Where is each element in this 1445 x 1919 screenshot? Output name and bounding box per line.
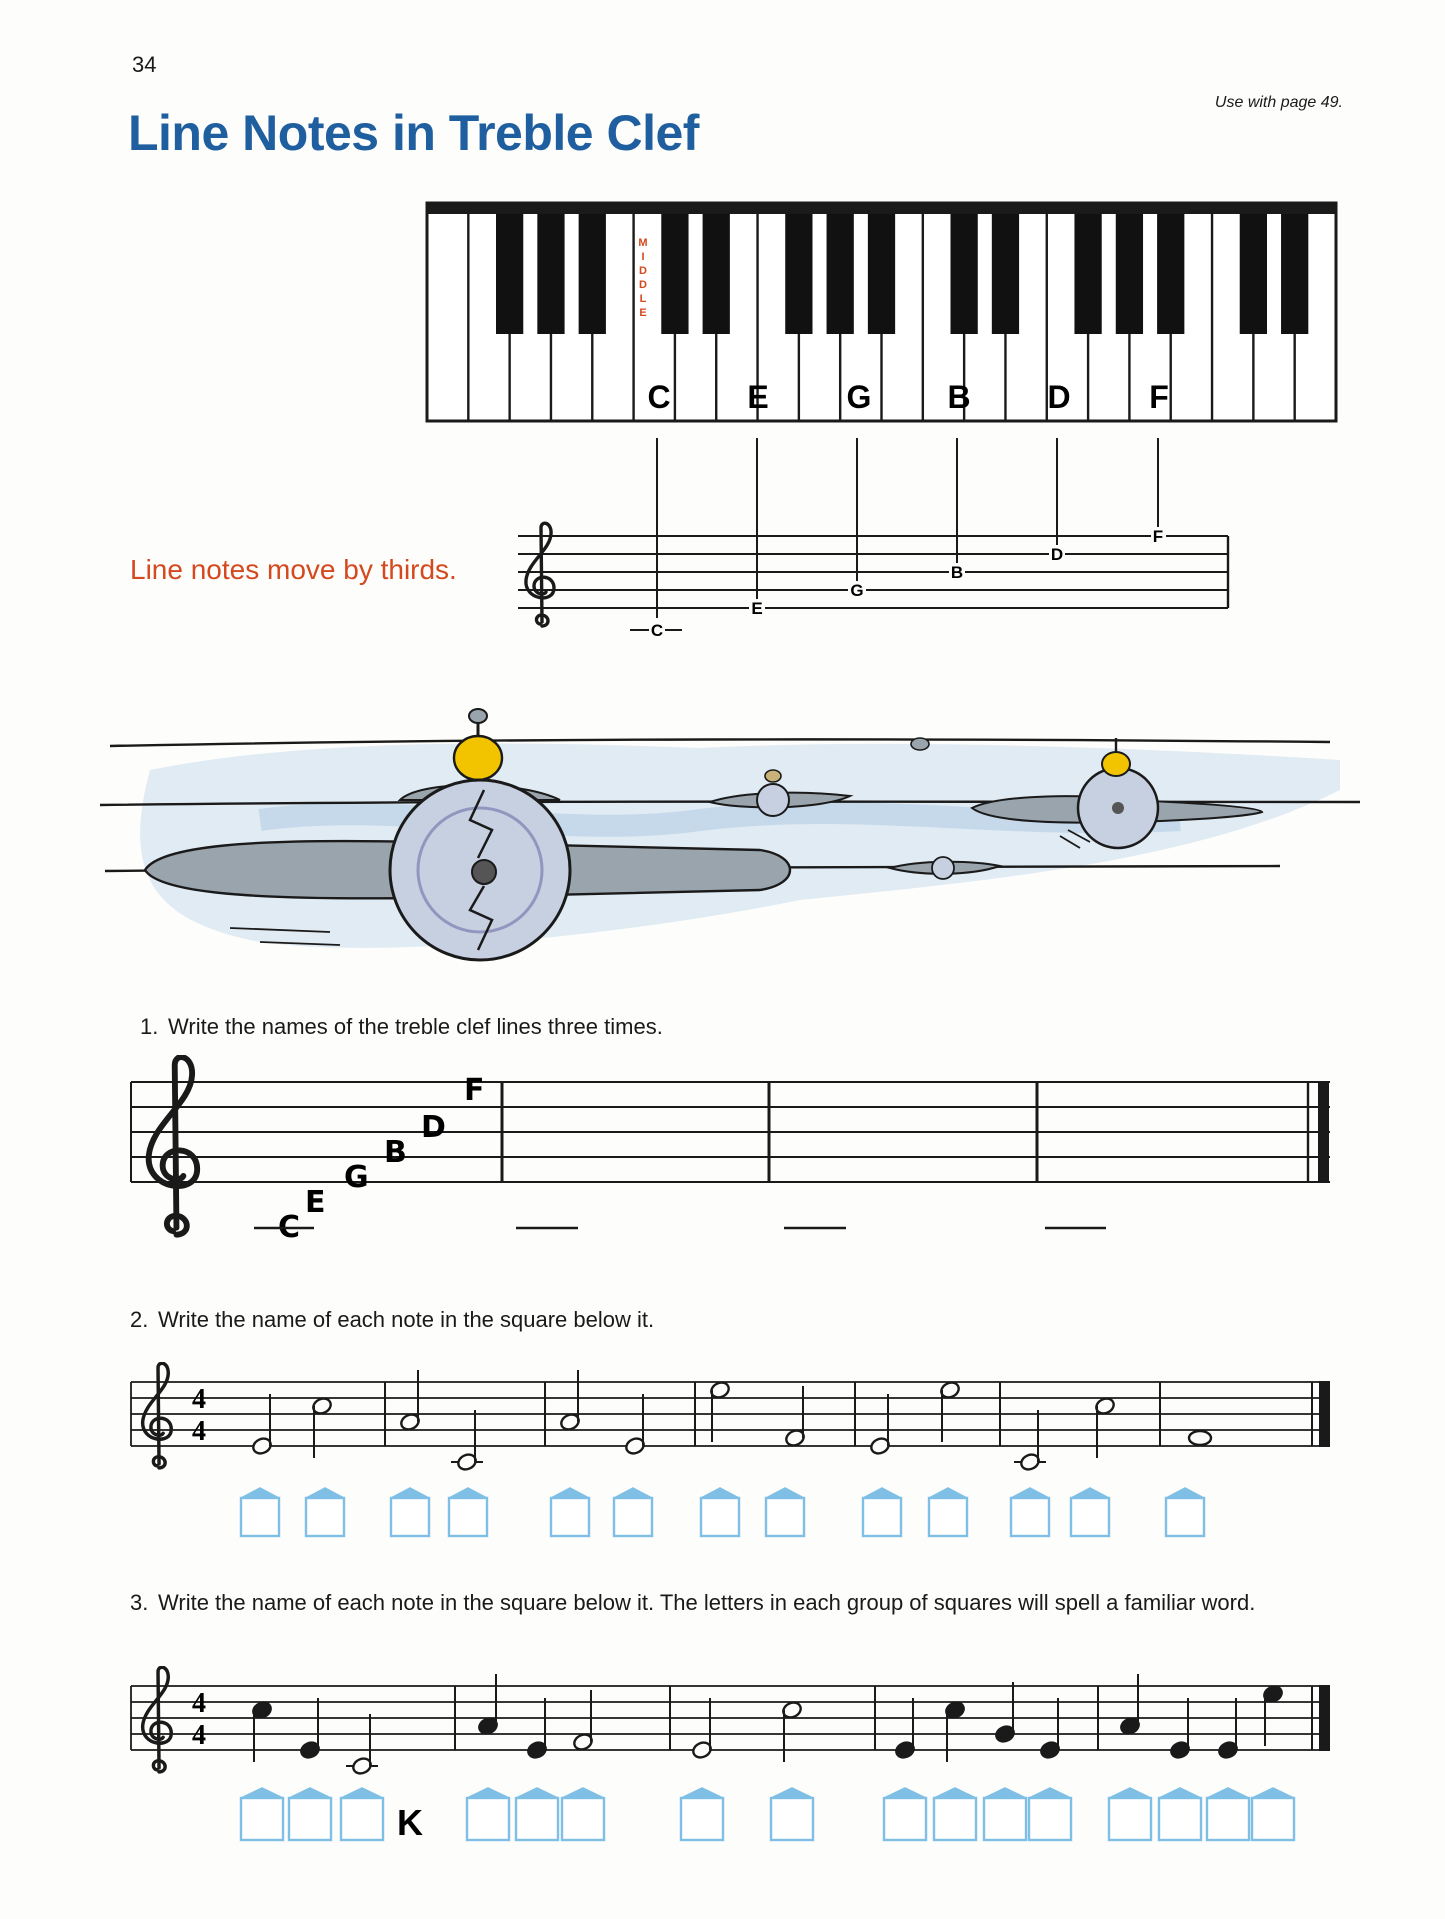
black-key bbox=[951, 214, 978, 334]
answer-box[interactable] bbox=[984, 1798, 1026, 1840]
black-key bbox=[1157, 214, 1184, 334]
exercise-1-staff bbox=[131, 1057, 1330, 1245]
answer-box-cap bbox=[1071, 1488, 1109, 1498]
answer-box-cap bbox=[1207, 1788, 1249, 1798]
answer-box-cap bbox=[681, 1788, 723, 1798]
answer-box[interactable] bbox=[467, 1798, 509, 1840]
note-head bbox=[1189, 1431, 1211, 1445]
treble-clef-icon bbox=[143, 1363, 172, 1468]
key-label-f: F bbox=[1149, 379, 1169, 415]
black-key bbox=[827, 214, 854, 334]
answer-box-cap bbox=[449, 1488, 487, 1498]
answer-box[interactable] bbox=[766, 1498, 804, 1536]
black-key bbox=[703, 214, 730, 334]
answer-box[interactable] bbox=[1109, 1798, 1151, 1840]
black-key bbox=[785, 214, 812, 334]
black-key bbox=[1074, 214, 1101, 334]
black-key bbox=[661, 214, 688, 334]
answer-box-cap bbox=[241, 1488, 279, 1498]
answer-box-cap bbox=[614, 1488, 652, 1498]
exercise-2-staff bbox=[131, 1363, 1330, 1536]
answer-box-cap bbox=[1252, 1788, 1294, 1798]
time-signature-top: 4 bbox=[192, 1384, 206, 1415]
answer-box-cap bbox=[929, 1488, 967, 1498]
answer-box-cap bbox=[863, 1488, 901, 1498]
key-label-d: D bbox=[1047, 379, 1071, 415]
answer-box-cap bbox=[884, 1788, 926, 1798]
handwritten-f: F bbox=[464, 1073, 485, 1108]
treble-clef-icon bbox=[526, 523, 554, 626]
answer-box-cap bbox=[562, 1788, 604, 1798]
answer-box-cap bbox=[516, 1788, 558, 1798]
answer-box[interactable] bbox=[341, 1798, 383, 1840]
given-letter-k: K bbox=[397, 1802, 423, 1843]
black-key bbox=[1281, 214, 1308, 334]
page-title: Line Notes in Treble Clef bbox=[128, 105, 699, 161]
answer-box-cap bbox=[701, 1488, 739, 1498]
answer-box-cap bbox=[771, 1788, 813, 1798]
answer-box[interactable] bbox=[614, 1498, 652, 1536]
answer-box[interactable] bbox=[289, 1798, 331, 1840]
exercise-1-text: Write the names of the treble clef lines three times. bbox=[168, 1014, 663, 1039]
answer-box[interactable] bbox=[681, 1798, 723, 1840]
exercise-3-staff bbox=[131, 1667, 1330, 1843]
answer-box[interactable] bbox=[449, 1498, 487, 1536]
key-label-c: C bbox=[647, 379, 671, 415]
answer-box-cap bbox=[1011, 1488, 1049, 1498]
answer-box[interactable] bbox=[551, 1498, 589, 1536]
exercise-2-text: Write the name of each note in the square below it. bbox=[158, 1307, 655, 1332]
black-key bbox=[579, 214, 606, 334]
small-plane-propeller bbox=[757, 784, 789, 816]
answer-box-cap bbox=[1109, 1788, 1151, 1798]
exercise-2-notes bbox=[251, 1370, 1211, 1472]
answer-box-cap bbox=[341, 1788, 383, 1798]
staff-label-g: G bbox=[850, 581, 864, 600]
use-with-reference: Use with page 49. bbox=[1214, 94, 1343, 111]
answer-box[interactable] bbox=[701, 1498, 739, 1536]
answer-box[interactable] bbox=[884, 1798, 926, 1840]
answer-box-cap bbox=[289, 1788, 331, 1798]
exercise-2-number: 2. bbox=[130, 1307, 149, 1332]
staff-label-e: E bbox=[751, 599, 763, 618]
staff-label-b: B bbox=[950, 563, 964, 582]
answer-box[interactable] bbox=[1252, 1798, 1294, 1840]
staff-label-c: C bbox=[650, 621, 664, 640]
black-key bbox=[868, 214, 895, 334]
answer-box[interactable] bbox=[771, 1798, 813, 1840]
answer-box[interactable] bbox=[516, 1798, 558, 1840]
black-key bbox=[1240, 214, 1267, 334]
thirds-note: Line notes move by thirds. bbox=[130, 554, 457, 585]
answer-box-cap bbox=[551, 1488, 589, 1498]
final-barline-thick bbox=[1320, 1686, 1329, 1750]
answer-box[interactable] bbox=[241, 1498, 279, 1536]
final-barline-thick bbox=[1320, 1382, 1329, 1446]
pilot-helmet bbox=[454, 736, 502, 780]
black-key bbox=[1116, 214, 1143, 334]
exercise-1-number: 1. bbox=[140, 1014, 159, 1039]
answer-box-cap bbox=[467, 1788, 509, 1798]
answer-box[interactable] bbox=[934, 1798, 976, 1840]
page-number: 34 bbox=[132, 52, 157, 77]
handwritten-b: B bbox=[384, 1135, 407, 1170]
answer-box[interactable] bbox=[863, 1498, 901, 1536]
answer-box[interactable] bbox=[929, 1498, 967, 1536]
answer-box-cap bbox=[766, 1488, 804, 1498]
answer-box[interactable] bbox=[1029, 1798, 1071, 1840]
demo-staff bbox=[518, 523, 1228, 640]
exercise-3-number: 3. bbox=[130, 1590, 149, 1615]
staff-label-d: D bbox=[1050, 545, 1064, 564]
key-label-g: G bbox=[846, 379, 872, 415]
answer-box[interactable] bbox=[391, 1498, 429, 1536]
piano-keyboard bbox=[427, 203, 1336, 421]
time-signature-bottom: 4 bbox=[192, 1416, 206, 1447]
middle-c-label: M I D D L E bbox=[638, 237, 648, 319]
answer-box[interactable] bbox=[562, 1798, 604, 1840]
time-signature-bottom: 4 bbox=[192, 1720, 206, 1751]
answer-box[interactable] bbox=[241, 1798, 283, 1840]
answer-box[interactable] bbox=[1159, 1798, 1201, 1840]
exercise-2-answer-boxes bbox=[241, 1488, 1204, 1536]
answer-box-cap bbox=[306, 1488, 344, 1498]
answer-box-cap bbox=[984, 1788, 1026, 1798]
answer-box-cap bbox=[391, 1488, 429, 1498]
black-key bbox=[537, 214, 564, 334]
handwritten-e: E bbox=[305, 1185, 326, 1220]
handwritten-line-names bbox=[254, 1073, 485, 1245]
answer-box-cap bbox=[934, 1788, 976, 1798]
treble-clef-icon bbox=[149, 1057, 198, 1235]
black-key bbox=[992, 214, 1019, 334]
answer-box[interactable] bbox=[1166, 1498, 1204, 1536]
treble-clef-icon bbox=[143, 1667, 172, 1772]
handwritten-d: D bbox=[421, 1110, 446, 1145]
answer-box[interactable] bbox=[1071, 1498, 1109, 1536]
answer-box-cap bbox=[1166, 1488, 1204, 1498]
exercise-3-notes bbox=[251, 1674, 1284, 1776]
time-signature-top: 4 bbox=[192, 1688, 206, 1719]
answer-box-cap bbox=[1159, 1788, 1201, 1798]
handwritten-g: G bbox=[344, 1160, 369, 1195]
handwritten-c: C bbox=[278, 1210, 301, 1245]
answer-box-cap bbox=[241, 1788, 283, 1798]
airplane-illustration bbox=[100, 709, 1360, 960]
staff-label-f: F bbox=[1152, 527, 1164, 546]
black-key bbox=[496, 214, 523, 334]
keyboard-top-strip bbox=[427, 203, 1336, 214]
key-label-e: E bbox=[747, 379, 769, 415]
answer-box[interactable] bbox=[1207, 1798, 1249, 1840]
answer-box-cap bbox=[1029, 1788, 1071, 1798]
exercise-3-text: Write the name of each note in the square below it. The letters in each group of squares will spell a familiar word. bbox=[158, 1590, 1256, 1615]
key-label-b: B bbox=[947, 379, 971, 415]
staff-note-labels bbox=[649, 527, 1166, 640]
answer-box[interactable] bbox=[306, 1498, 344, 1536]
answer-box[interactable] bbox=[1011, 1498, 1049, 1536]
